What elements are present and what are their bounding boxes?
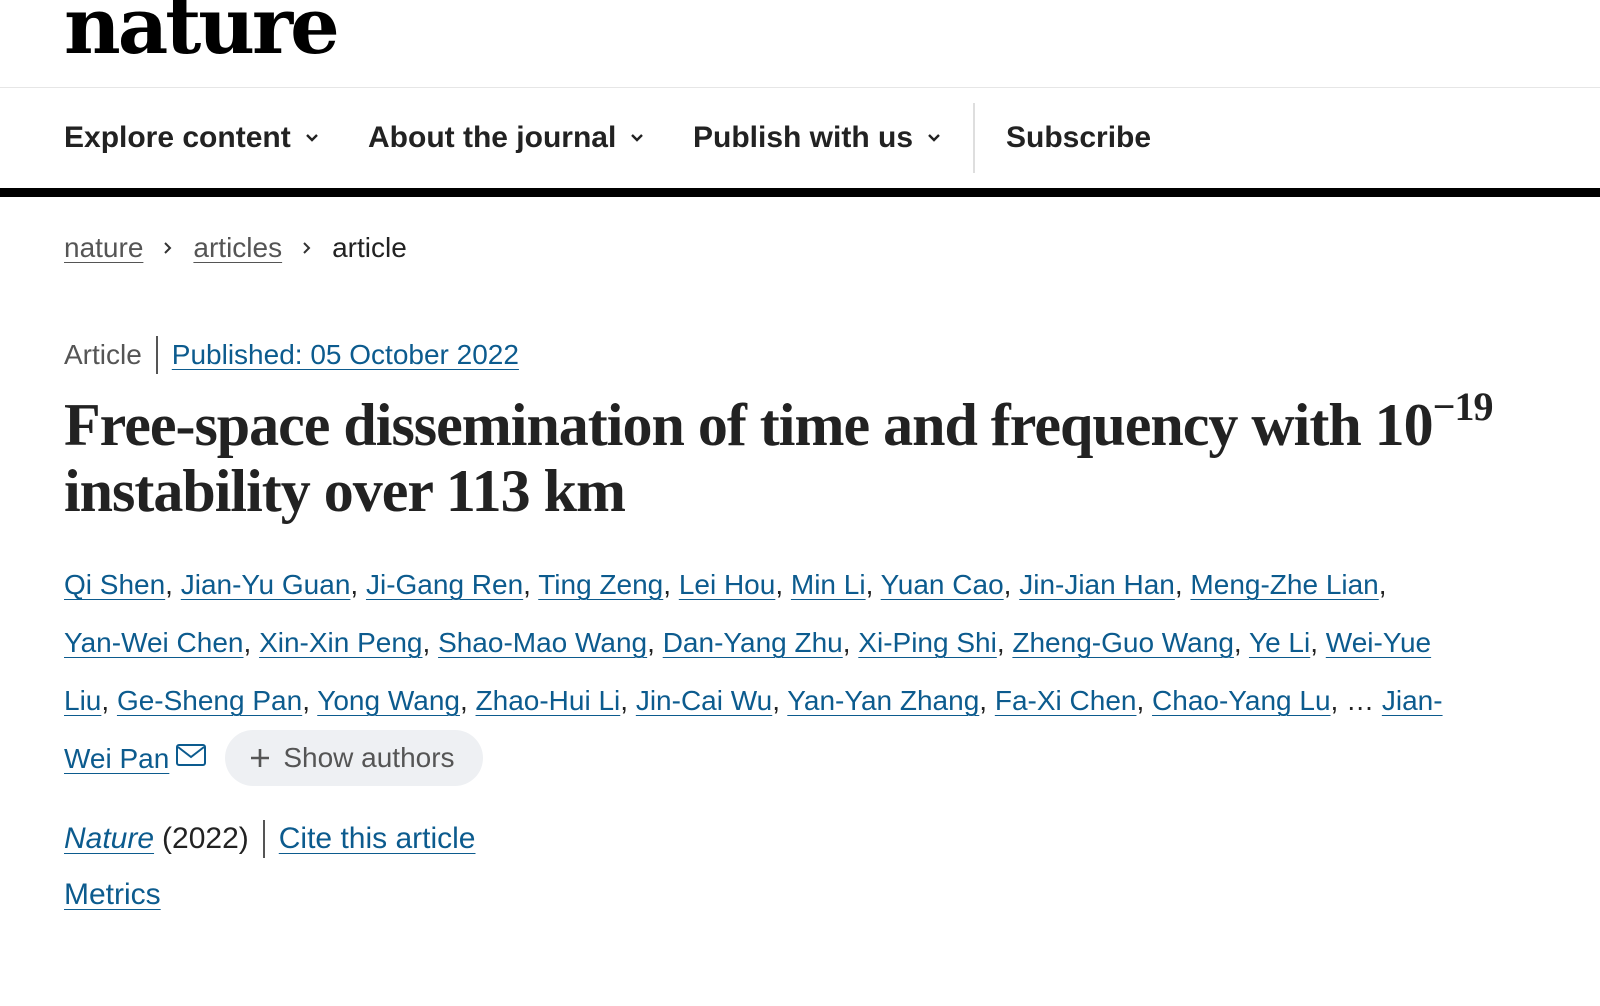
author-separator: , xyxy=(842,627,859,658)
author-link[interactable]: Chao-Yang Lu xyxy=(1152,685,1331,716)
article-type: Article xyxy=(64,339,142,370)
article-meta xyxy=(64,336,519,374)
author-link[interactable]: Min Li xyxy=(790,569,866,600)
journal-divider xyxy=(263,820,265,858)
author-link[interactable]: Jin-Jian Han xyxy=(1019,569,1175,600)
author-separator: , xyxy=(996,627,1013,658)
author-separator: , xyxy=(1174,569,1191,600)
corresponding-author-link[interactable]: Jian-Wei Pan xyxy=(64,685,1443,774)
author-link[interactable]: Jin-Cai Wu xyxy=(635,685,773,716)
author-link[interactable]: Meng-Zhe Lian xyxy=(1190,569,1379,600)
author-link[interactable]: Shao-Mao Wang xyxy=(438,627,648,658)
author-link[interactable]: Dan-Yang Zhu xyxy=(662,627,843,658)
title-text-2: instability over 113 km xyxy=(64,458,625,524)
author-separator: , xyxy=(1378,569,1387,600)
plus-icon xyxy=(249,747,271,769)
author-link[interactable]: Wei-Yue Liu xyxy=(64,627,1432,716)
author-link[interactable]: Xi-Ping Shi xyxy=(858,627,997,658)
author-separator: , xyxy=(243,627,260,658)
author-separator: , xyxy=(775,569,791,600)
show-authors-label: Show authors xyxy=(283,741,455,773)
author-link[interactable]: Zheng-Guo Wang xyxy=(1012,627,1234,658)
nav-label: About the journal xyxy=(368,121,617,154)
author-link[interactable]: Xin-Xin Peng xyxy=(259,627,423,658)
author-separator: , xyxy=(1330,685,1339,716)
author-link[interactable]: Ji-Gang Ren xyxy=(365,569,524,600)
breadcrumb-articles[interactable]: articles xyxy=(193,232,283,263)
author-separator: , xyxy=(1233,627,1249,658)
author-link[interactable]: Yong Wang xyxy=(317,685,460,716)
author-link[interactable]: Ting Zeng xyxy=(538,569,664,600)
author-separator: , xyxy=(1003,569,1020,600)
author-link[interactable]: Yan-Yan Zhang xyxy=(787,685,980,716)
chevron-right-icon xyxy=(161,241,175,255)
journal-link[interactable]: Nature xyxy=(64,822,155,855)
subscribe-link[interactable]: Subscribe xyxy=(1006,121,1152,154)
site-header xyxy=(0,0,1600,88)
nav-explore-content[interactable] xyxy=(64,88,319,188)
author-link[interactable]: Qi Shen xyxy=(64,569,166,600)
author-link[interactable]: Yan-Wei Chen xyxy=(64,627,244,658)
author-link[interactable]: Ye Li xyxy=(1248,627,1311,658)
author-separator: , xyxy=(459,685,476,716)
author-separator: , xyxy=(302,685,318,716)
author-separator: , xyxy=(523,569,539,600)
breadcrumb xyxy=(64,232,407,264)
nav-label: Publish with us xyxy=(693,121,914,154)
author-ellipsis: … xyxy=(1338,685,1382,716)
author-separator: , xyxy=(1310,627,1326,658)
author-separator: , xyxy=(772,685,788,716)
author-separator: , xyxy=(165,569,181,600)
author-separator: , xyxy=(865,569,881,600)
author-separator: , xyxy=(101,685,117,716)
author-separator: , xyxy=(422,627,439,658)
main-nav xyxy=(0,88,1600,188)
cite-article-link[interactable]: Cite this article xyxy=(278,822,476,855)
chevron-down-icon xyxy=(305,131,319,145)
title-text-1: Free-space dissemination of time and frequency with 10 xyxy=(64,392,1433,458)
header-rule xyxy=(0,188,1600,197)
nav-label: Explore content xyxy=(64,121,291,154)
article-title xyxy=(64,384,1524,524)
nature-logo[interactable]: nature xyxy=(64,0,337,72)
publication-year: (2022) xyxy=(162,822,249,855)
author-separator: , xyxy=(350,569,366,600)
published-date-link[interactable]: Published: 05 October 2022 xyxy=(171,339,519,370)
author-link[interactable]: Jian-Yu Guan xyxy=(180,569,351,600)
author-separator: , xyxy=(1136,685,1153,716)
show-authors-button[interactable] xyxy=(225,730,482,786)
author-separator: , xyxy=(647,627,663,658)
author-link[interactable]: Ge-Sheng Pan xyxy=(116,685,303,716)
chevron-down-icon xyxy=(927,131,941,145)
author-separator: , xyxy=(620,685,636,716)
nav-divider xyxy=(973,103,975,173)
author-list xyxy=(64,556,1444,789)
breadcrumb-current: article xyxy=(332,232,407,263)
breadcrumb-nature[interactable]: nature xyxy=(64,232,144,263)
author-link[interactable]: Yuan Cao xyxy=(880,569,1004,600)
author-separator: , xyxy=(979,685,995,716)
chevron-right-icon xyxy=(300,241,314,255)
journal-info xyxy=(64,820,476,858)
title-exponent: −19 xyxy=(1432,384,1493,429)
email-icon[interactable] xyxy=(175,743,207,767)
author-link[interactable]: Zhao-Hui Li xyxy=(475,685,621,716)
author-separator: , xyxy=(663,569,679,600)
chevron-down-icon xyxy=(630,131,644,145)
nav-publish-with-us[interactable] xyxy=(693,88,941,188)
author-link[interactable]: Lei Hou xyxy=(678,569,776,600)
meta-divider xyxy=(156,336,158,374)
author-link[interactable]: Fa-Xi Chen xyxy=(994,685,1137,716)
nav-about-journal[interactable] xyxy=(368,88,644,188)
metrics-link[interactable]: Metrics xyxy=(64,878,161,911)
